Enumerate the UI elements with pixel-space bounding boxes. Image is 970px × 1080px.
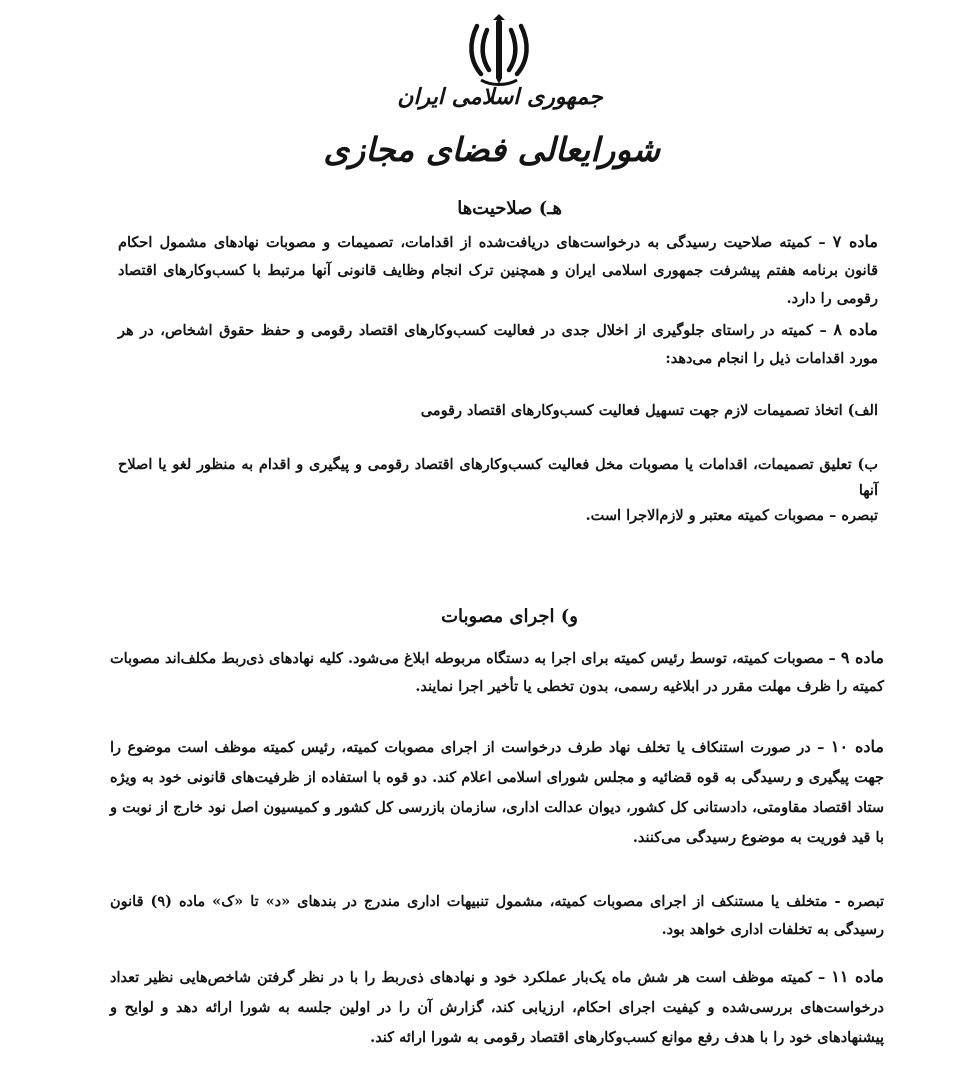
article-7 xyxy=(118,228,878,313)
article-7-text: – کمیته صلاحیت رسیدگی به درخواست‌های دریافت‌شده از اقدامات، تصمیمات و مصوبات نهادهای مشمول احکام قانون برنامه هفتم پیشرفت جمهوری اسلامی ایران و همچنین ترک انجام وظایف قانونی آنها مرتبط با کسب‌وکارهای اقتصاد رقومی را دارد. xyxy=(118,234,878,307)
article-11-text: – کمیته موظف است هر شش ماه یک‌بار عملکرد خود و نهادهای ذی‌ربط را با در نظر گرفتن شاخص‌هایی نظیر تعداد درخواست‌های بررسی‌شده و کیفیت اجرای احکام، ارزیابی کند، گزارش آن را در اولین جلسه به شورا ارائه دهد و لوایح و پیشنهادهای خود را با هدف رفع موانع کسب‌وکارهای اقتصاد رقومی به شورا ارائه کند. xyxy=(110,969,884,1046)
article-10-text: – در صورت استنکاف یا تخلف نهاد طرف درخواست از اجرای مصوبات کمیته، رئیس کمیته موظف است موضوع را جهت پیگیری و رسیدگی به قوه قضائیه و مجلس شورای اسلامی اعلام کند. دو قوه با استفاده از ظرفیت‌های قانونی خود به ویژه ستاد اقتصاد مقاومتی، دادستانی کل کشور، دیوان عدالت اداری، سازمان بازرسی کل کشور و کمیسیون اصل نود خارج از نوبت و با قید فوریت به موضوع رسیدگی می‌کنند. xyxy=(110,739,884,846)
iran-emblem-icon xyxy=(467,12,531,90)
article-11-title: ماده ۱۱ xyxy=(831,967,884,986)
article-9 xyxy=(110,644,884,701)
article-7-title: ماده ۷ xyxy=(832,232,878,251)
country-name: جمهوری اسلامی ایران xyxy=(397,84,603,110)
article-8-text: – کمیته در راستای جلوگیری از اخلال جدی در فعالیت کسب‌وکارهای اقتصاد رقومی و حفظ حقوق اشخاص، در هر مورد اقدامات ذیل را انجام می‌دهد: xyxy=(118,322,878,367)
section-heading-execution: و) اجرای مصوبات xyxy=(441,606,578,627)
article-8 xyxy=(118,316,878,373)
article-11 xyxy=(110,962,884,1053)
council-name: شورایعالی فضای مجازی xyxy=(323,130,660,169)
item-alef: الف) اتخاذ تصمیمات لازم جهت تسهیل فعالیت کسب‌وکارهای اقتصاد رقومی xyxy=(420,402,878,419)
article-8-title: ماده ۸ xyxy=(833,320,878,339)
article-9-text: – مصوبات کمیته، توسط رئیس کمیته برای اجرا به دستگاه مربوطه ابلاغ می‌شود. کلیه نهادهای ذی‌ربط مکلف‌اند مصوبات کمیته را ظرف مهلت مقرر در ابلاغیه رسمی، بدون تخطی یا تأخیر اجرا نمایند. xyxy=(110,650,884,695)
item-be: ب) تعلیق تصمیمات، اقدامات یا مصوبات مخل فعالیت کسب‌وکارهای اقتصاد رقومی و پیگیری و اقدام به منظور لغو یا اصلاح آنها xyxy=(118,456,878,499)
article-10-title: ماده ۱۰ xyxy=(830,737,884,756)
note-execution: تبصره - متخلف یا مستنکف از اجرای مصوبات کمیته، مشمول تنبیهات اداری مندرج در بندهای «د» تا «ک» ماده (۹) قانون رسیدگی به تخلفات اداری خواهد بود. xyxy=(110,893,885,938)
note-powers: تبصره – مصوبات کمیته معتبر و لازم‌الاجرا است. xyxy=(585,507,878,524)
article-10 xyxy=(110,732,884,853)
article-9-title: ماده ۹ xyxy=(840,648,884,667)
section-heading-powers: هـ) صلاحیت‌ها xyxy=(457,198,562,219)
